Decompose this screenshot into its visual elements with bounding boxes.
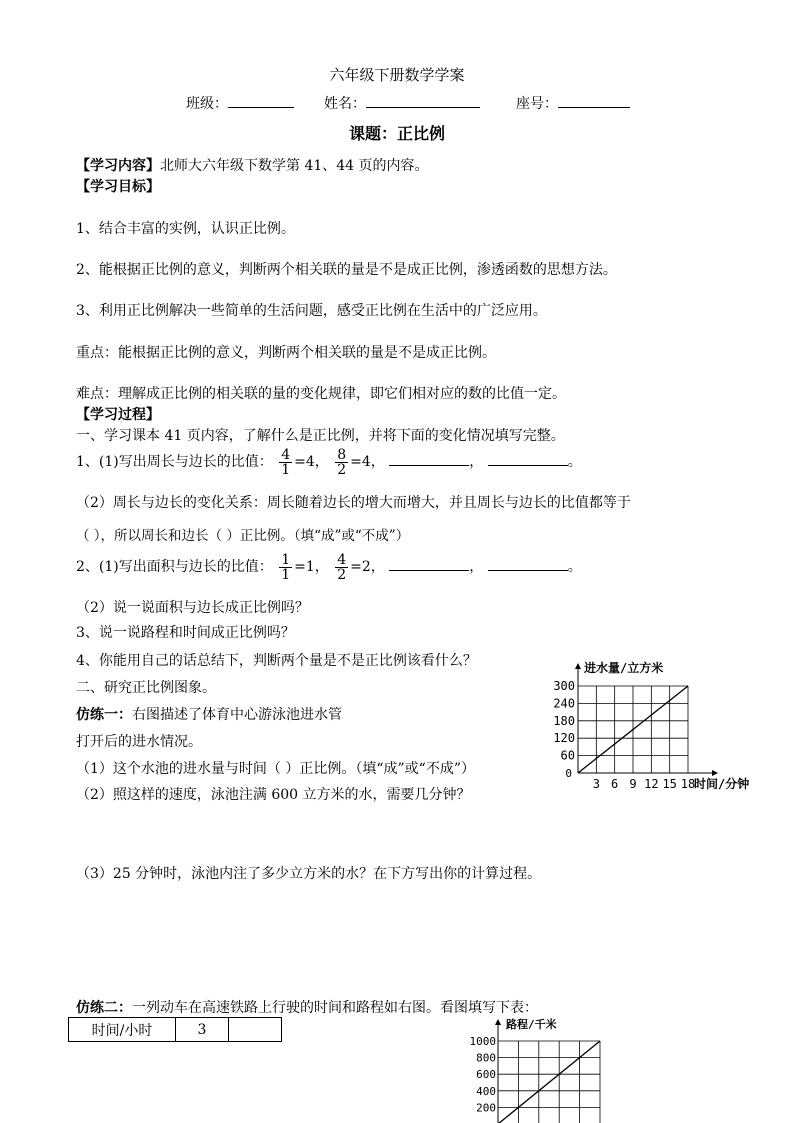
answer-blank-4[interactable] xyxy=(488,556,568,571)
seat-field-row xyxy=(516,93,630,113)
x-tick-label: 6 xyxy=(611,777,619,791)
question-2b: （2）说一说面积与边长成正比例吗？ xyxy=(76,600,309,616)
y-tick-label: 200 xyxy=(476,1101,496,1115)
question-1a-prefix: 1、(1)写出周长与边长的比值： xyxy=(76,454,273,470)
goal-item-2: 2、能根据正比例的意义，判断两个相关联的量是不是成正比例，渗透函数的思想方法。 xyxy=(76,262,617,278)
time-distance-table xyxy=(68,1017,282,1042)
learning-process-label: 【学习过程】 xyxy=(76,407,160,423)
origin-label: 0 xyxy=(565,767,572,780)
difficulty: 难点：理解成正比例的相关联的量的变化规律，即它们相对应的数的比值一定。 xyxy=(76,386,566,402)
learning-content-text: 北师大六年级下数学第 41、44 页的内容。 xyxy=(160,158,429,174)
question-3: 3、说一说路程和时间成正比例吗？ xyxy=(76,625,295,641)
question-2a: 2、(1)写出面积与边长的比值： $\frac{1}{1}$ =1， $\frac{4}{2}$ =2， ， 。 xyxy=(76,551,582,583)
x-tick-label: 18 xyxy=(680,777,696,791)
y-axis-label: 进水量/立方米 xyxy=(584,661,664,675)
question-1a: 1、(1)写出周长与边长的比值： $\frac{4}{1}$ =4， $\frac{8}{2}$ =4， ， 。 xyxy=(76,446,582,478)
table-header-cell: 时间/小时 xyxy=(69,1018,176,1042)
practice2-intro: 仿练二：一列动车在高速铁路上行驶的时间和路程如右图。看图填写下表： xyxy=(76,1000,538,1016)
practice2-label: 仿练二： xyxy=(76,1000,132,1016)
water-inflow-chart xyxy=(540,655,770,805)
y-tick-label: 300 xyxy=(553,679,575,693)
practice1-line2: 打开后的进水情况。 xyxy=(76,734,202,750)
class-blank[interactable] xyxy=(228,93,294,108)
goal-item-1: 1、结合丰富的实例，认识正比例。 xyxy=(76,221,295,237)
table-row xyxy=(69,1018,282,1042)
part-one-intro: 一、学习课本 41 页内容，了解什么是正比例，并将下面的变化情况填写完整。 xyxy=(76,428,565,444)
practice1-q3: （3）25 分钟时，泳池内注了多少立方米的水？在下方写出你的计算过程。 xyxy=(76,866,542,882)
y-tick-label: 180 xyxy=(553,713,575,728)
fraction-1-1: $\frac{1}{1}$ xyxy=(281,551,291,583)
x-axis-arrow xyxy=(712,770,718,776)
practice1-q1: （1）这个水池的进水量与时间（ ）正比例。（填“成”或“不成”） xyxy=(76,758,475,778)
learning-goals-label: 【学习目标】 xyxy=(76,179,160,195)
x-tick-label: 9 xyxy=(629,777,637,791)
answer-blank-2[interactable] xyxy=(488,451,568,466)
data-series-line xyxy=(498,1041,600,1123)
key-point: 重点：能根据正比例的意义，判断两个相关联的量是不是成正比例。 xyxy=(76,345,496,361)
train-distance-chart xyxy=(460,1015,640,1123)
fraction-4-1: $\frac{4}{1}$ xyxy=(281,446,291,478)
y-tick-label: 800 xyxy=(476,1051,496,1065)
y-axis-arrow xyxy=(575,663,581,669)
seat-blank[interactable] xyxy=(558,93,630,108)
part-two-intro: 二、研究正比例图象。 xyxy=(76,680,216,696)
fraction-4-2: $\frac{4}{2}$ xyxy=(337,551,347,583)
x-axis-label: 时间/分钟 xyxy=(694,777,750,791)
y-tick-label: 60 xyxy=(560,748,575,763)
seat-label: 座号： xyxy=(516,96,558,112)
name-field-row xyxy=(324,93,480,113)
question-4: 4、你能用自己的话总结下，判断两个量是不是正比例该看什么？ xyxy=(76,653,477,669)
learning-content-label: 【学习内容】 xyxy=(76,158,160,174)
x-tick-label: 15 xyxy=(662,777,677,791)
question-2a-prefix: 2、(1)写出面积与边长的比值： xyxy=(76,559,273,575)
x-tick-label: 3 xyxy=(592,777,600,791)
goal-item-3: 3、利用正比例解决一些简单的生活问题，感受正比例在生活中的广泛应用。 xyxy=(76,303,547,319)
practice1-q2: （2）照这样的速度，泳池注满 600 立方米的水，需要几分钟？ xyxy=(76,787,471,803)
table-cell: 3 xyxy=(176,1018,229,1042)
practice1-label: 仿练一： xyxy=(76,707,132,723)
answer-blank-3[interactable] xyxy=(389,556,469,571)
question-1b-line2: （ ），所以周长和边长（ ）正比例。（填“成”或“不成”） xyxy=(76,528,410,544)
lesson-title: 课题：正比例 xyxy=(348,124,445,143)
class-label: 班级： xyxy=(186,96,228,112)
x-tick-label: 12 xyxy=(644,777,659,791)
document-title: 六年级下册数学学案 xyxy=(329,66,465,84)
question-1b-line1: （2）周长与边长的变化关系：周长随着边长的增大而增大，并且周长与边长的比值都等于 xyxy=(76,495,631,511)
y-axis-arrow xyxy=(495,1019,501,1025)
answer-blank-1[interactable] xyxy=(389,451,469,466)
y-tick-label: 1000 xyxy=(469,1035,496,1048)
y-tick-label: 120 xyxy=(553,731,575,746)
fraction-8-2: $\frac{8}{2}$ xyxy=(337,446,347,478)
class-field-row xyxy=(186,93,294,113)
y-axis-label: 路程/千米 xyxy=(506,1018,557,1031)
table-cell-blank[interactable] xyxy=(229,1018,282,1042)
name-label: 姓名： xyxy=(324,96,366,112)
practice1-intro: 仿练一：右图描述了体育中心游泳池进水管 xyxy=(76,707,342,723)
y-tick-label: 240 xyxy=(553,696,575,711)
learning-content xyxy=(76,155,429,175)
y-tick-label: 400 xyxy=(476,1084,496,1098)
y-tick-label: 600 xyxy=(476,1068,496,1082)
name-blank[interactable] xyxy=(366,93,480,108)
